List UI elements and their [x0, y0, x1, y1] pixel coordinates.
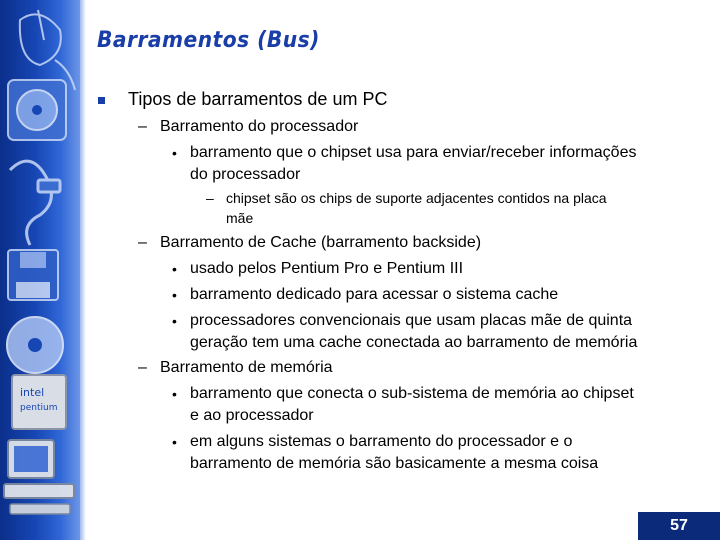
dot-bullet-icon: • [172, 287, 177, 303]
dot-bullet-icon: • [172, 313, 177, 329]
page-number [638, 512, 720, 540]
dot-bullet-icon: • [172, 434, 177, 450]
section-heading: Barramento do processador [160, 118, 359, 135]
bullet-text: barramento que o chipset usa para enviar/receber informações [190, 144, 637, 161]
sub-bullet-text: chipset são os chips de suporte adjacentes contidos na placa [226, 190, 607, 206]
section-heading: Barramento de Cache (barramento backside) [160, 234, 482, 251]
level1-item: Tipos de barramentos de um PC [128, 89, 388, 109]
section-heading: Barramento de memória [160, 359, 333, 376]
dot-bullet-icon: • [172, 386, 177, 402]
square-bullet-icon [98, 97, 105, 104]
dot-bullet-icon: • [172, 145, 177, 161]
bullet-text: barramento dedicado para acessar o sistema cache [190, 286, 559, 303]
dot-bullet-icon: • [172, 261, 177, 277]
bullet-text: barramento de memória são basicamente a mesma coisa [190, 455, 599, 472]
bullet-text: em alguns sistemas o barramento do processador e o [190, 433, 573, 450]
slide-title: Barramentos (Bus) [97, 28, 320, 53]
chip-brand-text: intel [20, 386, 45, 399]
bullet-text: geração tem uma cache conectada ao barramento de memória [190, 334, 638, 351]
bullet-text: e ao processador [190, 407, 314, 424]
bullet-text: processadores convencionais que usam placas mãe de quinta [190, 312, 633, 329]
dash-bullet-icon: – [206, 190, 214, 206]
bullet-text: do processador [190, 166, 301, 183]
bullet-text: barramento que conecta o sub-sistema de memória ao chipset [190, 385, 634, 402]
dash-bullet-icon: – [138, 118, 147, 135]
bullet-text: usado pelos Pentium Pro e Pentium III [190, 260, 464, 277]
page-number-text: 57 [670, 517, 688, 534]
sub-bullet-text: mãe [226, 210, 254, 226]
dash-bullet-icon: – [138, 359, 147, 376]
dash-bullet-icon: – [138, 234, 147, 251]
chip-model-text: pentium [20, 403, 58, 413]
